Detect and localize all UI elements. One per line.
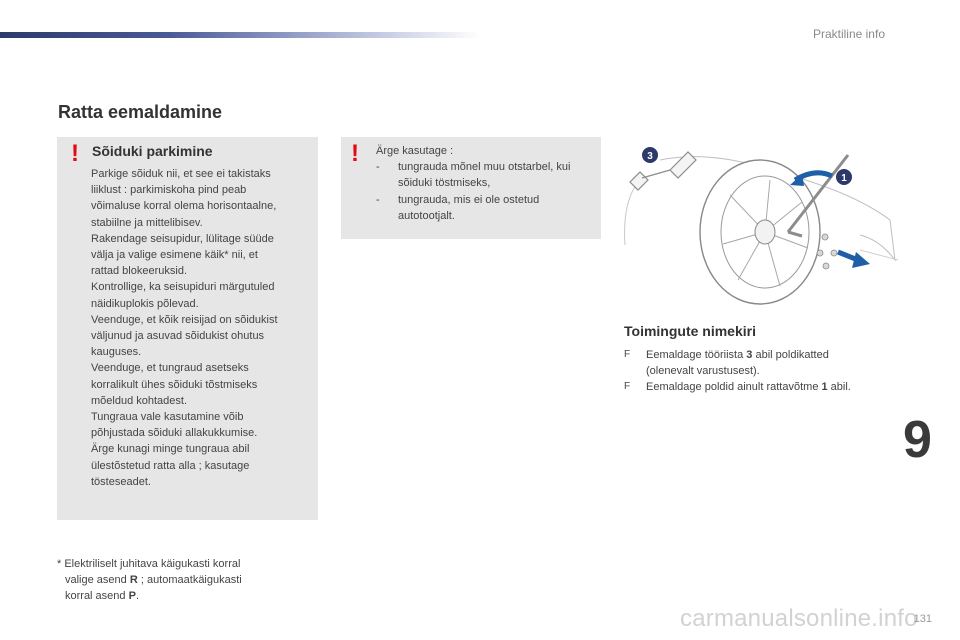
parking-text <box>91 166 313 490</box>
operation-item <box>624 347 904 379</box>
callout-1: 1 <box>841 173 847 184</box>
wheel-removal-illustration <box>620 140 900 305</box>
parking-line: rattad blokeeruksid. <box>91 265 187 278</box>
parking-line: Parkige sõiduk nii, et see ei takistaks <box>91 168 271 180</box>
parking-line: Veenduge, et kõik reisijad on sõidukist <box>91 313 278 326</box>
parking-line: Rakendage seisupidur, lülitage süüde <box>91 232 274 245</box>
warning-line: autotootjalt. <box>398 209 455 222</box>
parking-line: ülestõstetud ratta alla ; kasutage <box>91 459 250 472</box>
parking-line: korralikult ühes sõiduki tõstmiseks <box>91 378 258 391</box>
parking-line: näidikuplokis põlevad. <box>91 297 199 310</box>
chapter-number: 9 <box>903 411 932 469</box>
parking-heading: Sõiduki parkimine <box>92 143 213 159</box>
parking-line: Veenduge, et tungraud asetseks <box>91 362 249 375</box>
warning-intro: Ärge kasutage : <box>376 145 454 157</box>
parking-warning-box <box>57 137 318 520</box>
parking-line: kauguses. <box>91 346 142 359</box>
parking-line: väljunud ja asuvad sõidukist ohutus <box>91 330 265 343</box>
operations-title: Toimingute nimekiri <box>624 323 756 339</box>
warning-dash: - <box>376 193 380 206</box>
operation-text: abil. <box>827 381 851 393</box>
section-title: Praktiline info <box>812 27 885 41</box>
footnote-line: Elektriliselt juhitava käigukasti korral <box>64 558 241 570</box>
operation-item <box>624 379 904 395</box>
tool-number: 3 <box>746 349 753 361</box>
parking-line: põhjustada sõiduki allakukkumise. <box>91 427 258 440</box>
operations-list <box>624 347 904 395</box>
parking-line: Kontrollige, ka seisupiduri märgutuled <box>91 281 275 294</box>
operation-text: Eemaldage poldid ainult rattavõtme <box>646 381 822 393</box>
parking-line: tösteseadet. <box>91 475 151 488</box>
operation-text: abil poldikatted <box>752 349 829 361</box>
warning-line: tungrauda mõnel muu otstarbel, kui <box>398 161 571 174</box>
footnote <box>57 556 297 604</box>
jack-warning-text <box>376 143 598 224</box>
tool-number: 1 <box>821 381 828 393</box>
jack-warning-box <box>341 137 601 239</box>
warning-dash: - <box>376 161 380 174</box>
gear-r-label: R <box>129 574 138 586</box>
gear-p-label: P <box>128 590 136 602</box>
header-gradient-bar <box>0 32 480 38</box>
page-title: Ratta eemaldamine <box>58 102 223 122</box>
warning-line: sõiduki töstmiseks, <box>398 177 491 190</box>
parking-line: mõeldud kohtadest. <box>91 394 188 407</box>
exclamation-icon: ! <box>71 140 79 167</box>
warning-line: tungrauda, mis ei ole ostetud <box>398 193 540 206</box>
watermark: carmanualsonline.info <box>680 605 918 632</box>
parking-line: Ärge kunagi minge tungraua abil <box>91 443 250 456</box>
parking-line: välja ja valige esimene käik* nii, et <box>91 249 258 262</box>
footnote-line: valige asend <box>65 574 130 586</box>
parking-line: võimaluse korral olema horisontaalne, <box>91 200 277 213</box>
parking-line: stabiilne ja mittelibisev. <box>91 216 203 229</box>
parking-line: liiklust : parkimiskoha pind peab <box>91 184 247 197</box>
footnote-line: korral asend <box>65 590 129 602</box>
parking-line: Tungraua vale kasutamine võib <box>91 411 244 424</box>
operation-text: (olenevalt varustusest). <box>646 365 760 377</box>
footnote-star: * <box>57 558 62 570</box>
bullet-icon: F <box>624 381 631 392</box>
bullet-icon: F <box>624 349 631 360</box>
operation-text: Eemaldage tööriista <box>646 349 747 361</box>
exclamation-icon: ! <box>351 140 359 167</box>
footnote-line: . <box>135 590 139 602</box>
footnote-line: ; automaatkäigukasti <box>137 574 242 586</box>
page-number: 131 <box>913 613 932 625</box>
warning-item <box>376 192 598 224</box>
warning-item <box>376 159 598 191</box>
callout-3: 3 <box>647 151 653 162</box>
